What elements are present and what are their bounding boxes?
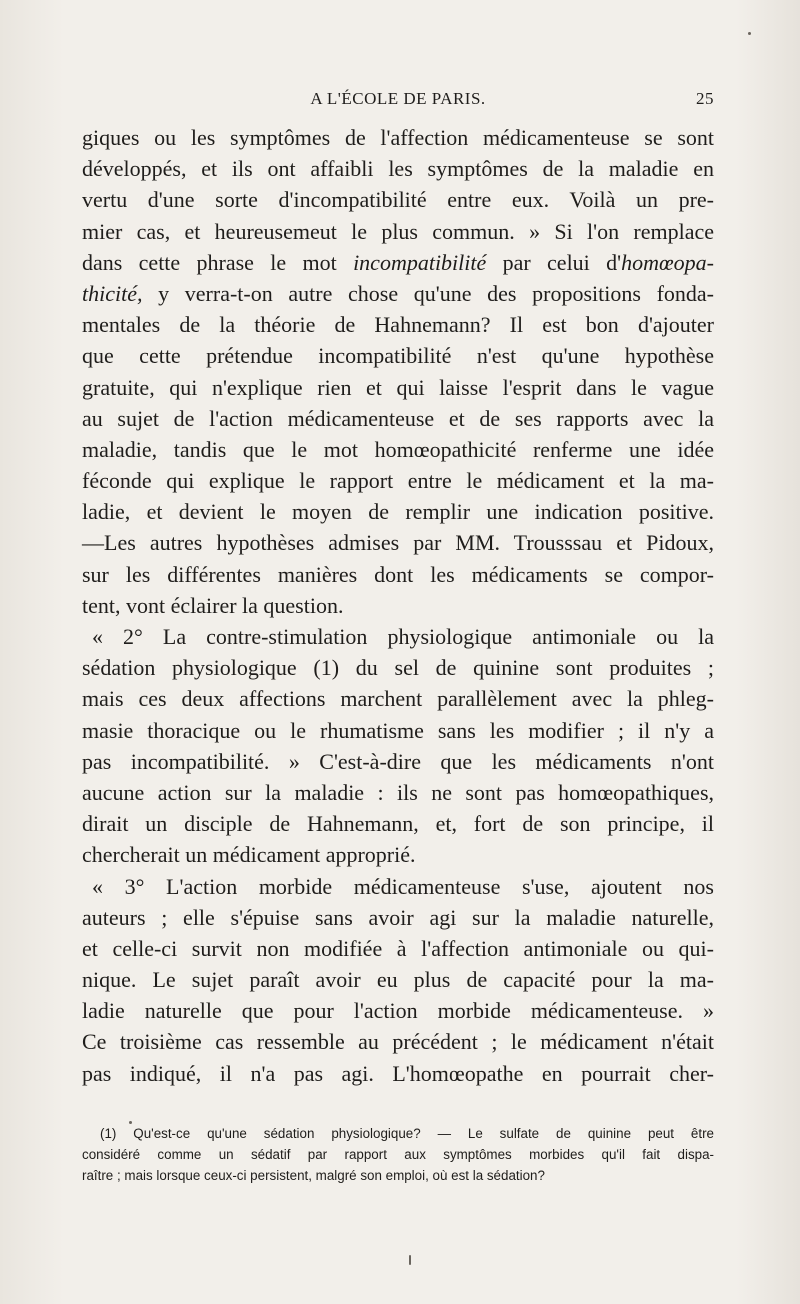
ink-speck (129, 1121, 132, 1124)
text-line: féconde qui explique le rapport entre le médicament et la ma- (82, 468, 714, 494)
ink-speck (409, 1255, 411, 1265)
text-line: tent, vont éclairer la question. (82, 592, 344, 618)
text-line: thicité, y verra-t-on autre chose qu'une des propositions fonda- (82, 280, 714, 306)
text-line: sédation physiologique (1) du sel de quinine sont produites ; (82, 655, 714, 681)
text-line: nique. Le sujet paraît avoir eu plus de capacité pour la ma- (82, 967, 714, 993)
italic-term: homœopa- (621, 249, 714, 275)
text-line: mier cas, et heureusemeut le plus commun. » Si l'on remplace (82, 218, 714, 244)
text-line: que cette prétendue incompatibilité n'est qu'une hypothèse (82, 343, 714, 369)
page-header (82, 89, 714, 113)
text-line: vertu d'une sorte d'incompatibilité entre eux. Voilà un pre- (82, 187, 714, 213)
text-line: au sujet de l'action médicamenteuse et de ses rapports avec la (82, 405, 714, 431)
footnote (82, 1123, 714, 1186)
text-line: développés, et ils ont affaibli les symptômes de la maladie en (82, 156, 714, 182)
text-line: pas indiqué, il n'a pas agi. L'homœopathe en pourrait cher- (82, 1060, 714, 1086)
text-line: mais ces deux affections marchent parallèlement avec la phleg- (82, 686, 714, 712)
text-line: maladie, tandis que le mot homœopathicité renferme une idée (82, 436, 714, 462)
text-line: giques ou les symptômes de l'affection médicamenteuse se sont (82, 125, 714, 150)
text-line: gratuite, qui n'explique rien et qui laisse l'esprit dans le vague (82, 374, 714, 400)
text-line: et celle-ci survit non modifiée à l'affection antimoniale ou qui- (82, 935, 714, 961)
body-text (82, 122, 714, 1089)
text-line: auteurs ; elle s'épuise sans avoir agi sur la maladie naturelle, (82, 904, 714, 930)
text-line: pas incompatibilité. » C'est-à-dire que les médicaments n'ont (82, 748, 714, 774)
page-number: 25 (696, 89, 714, 108)
text-line: Ce troisième cas ressemble au précédent ; le médicament n'était (82, 1029, 714, 1055)
text-line: sur les différentes manières dont les médicaments se compor- (82, 561, 714, 587)
text-line: dirait un disciple de Hahnemann, et, fort de son principe, il (82, 811, 714, 837)
text-line: ladie naturelle que pour l'action morbide médicamenteuse. » (82, 998, 714, 1024)
text-line: —Les autres hypothèses admises par MM. Trousssau et Pidoux, (82, 530, 714, 556)
italic-term: incompatibilité (353, 249, 487, 275)
italic-term: thicité, (82, 280, 143, 306)
running-title: A L'ÉCOLE DE PARIS. (310, 89, 486, 108)
text-line: masie thoracique ou le rhumatisme sans les modifier ; il n'y a (82, 717, 714, 743)
text-line: aucune action sur la maladie : ils ne sont pas homœopathiques, (82, 779, 714, 805)
text-line: ladie, et devient le moyen de remplir une indication positive. (82, 499, 714, 525)
text-line: chercherait un médicament approprié. (82, 842, 416, 868)
text-line: « 3° L'action morbide médicamenteuse s'use, ajoutent nos (92, 873, 714, 899)
footnote-line: (1) Qu'est-ce qu'une sédation physiologique? — Le sulfate de quinine peut être (100, 1126, 714, 1141)
ink-speck (748, 32, 751, 35)
text-line: « 2° La contre-stimulation physiologique antimoniale ou la (92, 624, 714, 649)
text-line: dans cette phrase le mot incompatibilité par celui d'homœopa- (82, 249, 714, 275)
footnote-line: raître ; mais lorsque ceux-ci persistent, malgré son emploi, où est la sédation? (82, 1168, 545, 1183)
text-line: mentales de la théorie de Hahnemann? Il est bon d'ajouter (82, 312, 714, 338)
footnote-line: considéré comme un sédatif par rapport aux symptômes morbides qu'il fait dispa- (82, 1147, 714, 1162)
